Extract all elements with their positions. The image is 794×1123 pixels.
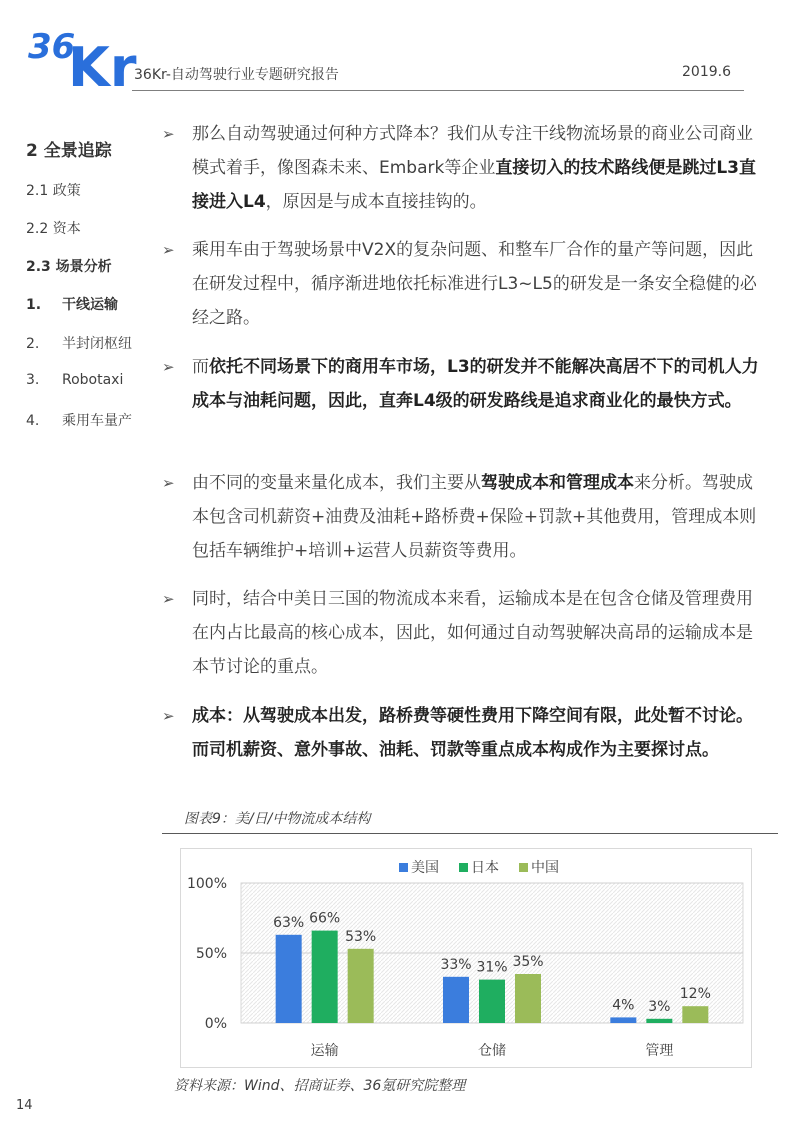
legend-label: 中国 [531, 860, 559, 876]
sidebar-item-passenger-car[interactable] [26, 410, 132, 430]
arrow-bullet-icon: ➢ [162, 590, 175, 608]
sidebar-item-number: 3. [26, 372, 40, 388]
bar [312, 931, 338, 1023]
data-label: 12% [679, 986, 711, 1003]
category-label: 仓储 [478, 1043, 506, 1059]
sidebar-item-policy[interactable] [26, 180, 81, 200]
sidebar-item-scenario-analysis[interactable] [26, 256, 112, 276]
y-tick-label: 50% [195, 946, 227, 962]
sidebar-heading: 2 全景追踪 [26, 141, 112, 161]
data-label: 31% [476, 959, 508, 976]
sidebar-item-number: 1. [26, 297, 42, 313]
header-title: 36Kr-自动驾驶行业专题研究报告 [134, 67, 339, 83]
sidebar-item-label: 乘用车量产 [62, 413, 132, 429]
sidebar-item-label: 2.1 政策 [26, 183, 81, 199]
data-label: 63% [273, 914, 305, 931]
legend-swatch [399, 863, 408, 872]
sidebar-item-semi-closed-hub[interactable] [26, 333, 132, 353]
category-label: 管理 [645, 1043, 674, 1059]
bar [515, 974, 541, 1023]
sidebar-item-capital[interactable] [26, 218, 81, 238]
data-label: 35% [512, 954, 544, 970]
header-date: 2019.6 [682, 64, 731, 80]
figure-source: 资料来源：Wind、招商证券、36氪研究院整理 [174, 1078, 466, 1094]
bar [276, 935, 302, 1023]
arrow-bullet-icon: ➢ [162, 125, 175, 143]
arrow-bullet-icon: ➢ [162, 358, 175, 376]
data-label: 33% [440, 956, 472, 973]
sidebar-item-robotaxi[interactable] [26, 372, 123, 388]
bar [610, 1017, 636, 1023]
legend-swatch [519, 863, 528, 872]
bullet-paragraph: ➢ 而依托不同场景下的商用车市场，L3的研发并不能解决高居不下的司机人力成本与油耗问题，因此，直奔L4级的研发路线是追求商业化的最快方式。 [162, 350, 762, 418]
sidebar-item-number: 4. [26, 413, 40, 429]
sidebar-item-number: 2. [26, 336, 40, 352]
bullet-paragraph: ➢ 成本：从驾驶成本出发，路桥费等硬性费用下降空间有限，此处暂不讨论。而司机薪资、意外事故、油耗、罚款等重点成本构成作为主要探讨点。 [162, 699, 762, 767]
sidebar-item-label: Robotaxi [62, 372, 124, 388]
chart-frame [180, 848, 752, 1068]
sidebar-item-label: 2.3 场景分析 [26, 259, 112, 275]
bar [682, 1006, 708, 1023]
legend-label: 美国 [411, 860, 439, 876]
y-tick-label: 100% [186, 876, 227, 892]
bullet-paragraph: ➢ 同时，结合中美日三国的物流成本来看，运输成本是在包含仓储及管理费用在内占比最高的核心成本，因此，如何通过自动驾驶解决高昂的运输成本是本节讨论的重点。 [162, 582, 762, 684]
page-number: 14 [16, 1098, 33, 1113]
bar [479, 980, 505, 1023]
bar [348, 949, 374, 1023]
arrow-bullet-icon: ➢ [162, 474, 175, 492]
bullet-paragraph: ➢ 由不同的变量来量化成本，我们主要从驾驶成本和管理成本来分析。驾驶成本包含司机薪资+油费及油耗+路桥费+保险+罚款+其他费用，管理成本则包括车辆维护+培训+运营人员薪资等费用。 [162, 466, 762, 568]
sidebar-item-label: 半封闭枢纽 [62, 336, 132, 352]
data-label: 53% [345, 928, 377, 945]
bullet-paragraph: ➢ 那么自动驾驶通过何种方式降本？我们从专注干线物流场景的商业公司商业模式着手，像图森未来、Embark等企业直接切入的技术路线便是跳过L3直接进入L4，原因是与成本直接挂钩的。 [162, 117, 762, 219]
figure-divider [162, 833, 778, 834]
header-divider [132, 90, 744, 91]
sidebar-item-label: 2.2 资本 [26, 221, 81, 237]
category-label: 运输 [310, 1043, 339, 1059]
data-label: 66% [309, 910, 341, 927]
legend-swatch [459, 863, 468, 872]
figure-caption: 图表9：美/日/中物流成本结构 [184, 811, 371, 827]
data-label: 3% [648, 998, 671, 1015]
data-label: 4% [612, 997, 635, 1014]
legend-label: 日本 [471, 860, 499, 876]
bullet-paragraph: ➢ 乘用车由于驾驶场景中V2X的复杂问题、和整车厂合作的量产等问题，因此在研发过程中，循序渐进地依托标准进行L3~L5的研发是一条安全稳健的必经之路。 [162, 233, 762, 335]
y-tick-label: 0% [204, 1016, 227, 1032]
svg-text:36: 36 [28, 27, 76, 67]
svg-text:Kr: Kr [68, 36, 137, 92]
arrow-bullet-icon: ➢ [162, 707, 175, 725]
bar [443, 977, 469, 1023]
arrow-bullet-icon: ➢ [162, 241, 175, 259]
36kr-logo [28, 22, 140, 92]
logistics-cost-bar-chart [181, 849, 751, 1067]
sidebar-item-label: 干线运输 [62, 297, 118, 313]
sidebar-item-trunk-transport[interactable] [26, 294, 118, 314]
bar [646, 1019, 672, 1023]
